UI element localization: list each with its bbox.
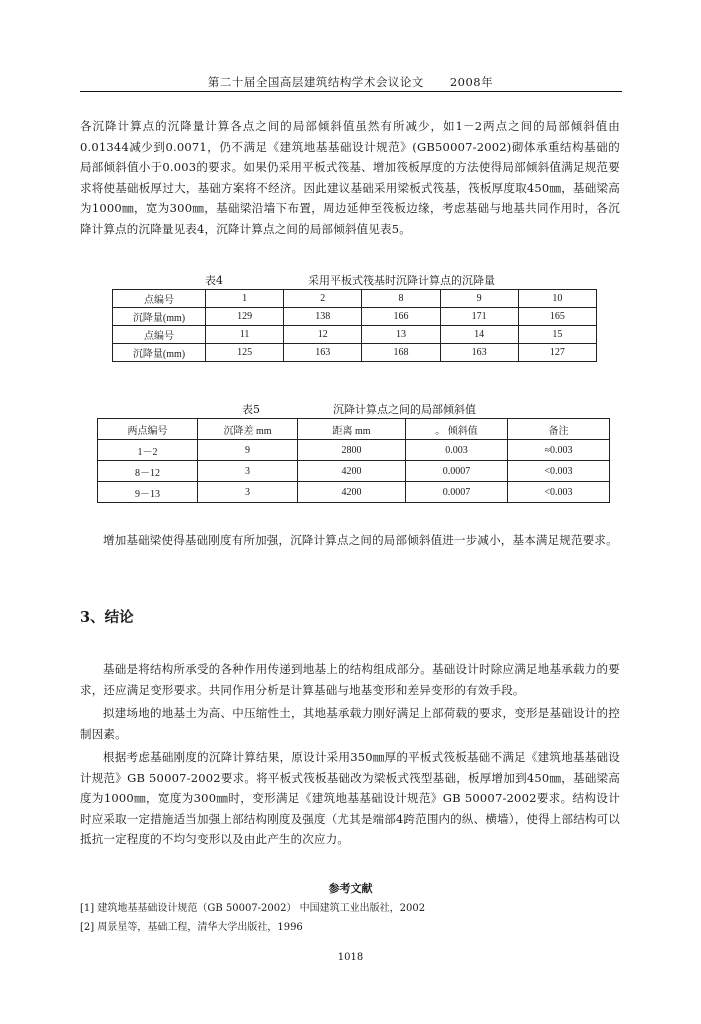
table-row <box>98 440 610 461</box>
table-cell: 2800 <box>298 440 406 461</box>
table-cell: <0.003 <box>508 482 610 503</box>
table-cell: 9 <box>198 440 298 461</box>
page-number: 1018 <box>337 952 364 963</box>
table-cell: 129 <box>206 308 284 326</box>
reference-item: [1] 建筑地基基础设计规范（GB 50007-2002） 中国建筑工业出版社，2002 <box>80 903 426 914</box>
table-row <box>98 461 610 482</box>
table-cell: 沉降量(mm) <box>113 308 206 326</box>
references-title: 参考文献 <box>328 882 373 895</box>
table-cell: 163 <box>440 344 518 362</box>
table-cell: 0.0007 <box>406 482 508 503</box>
table-cell: 1－2 <box>98 440 198 461</box>
conclusion-paragraph-1: 基础是将结构所承受的各种作用传递到地基上的结构组成部分。基础设计时除应满足地基承载力的要求，还应满足变形要求。共同作用分析是计算基础与地基变形和差异变形的有效手段。 <box>80 662 620 697</box>
table-cell: 点编号 <box>113 290 206 308</box>
intro-paragraph: 各沉降计算点的沉降量计算各点之间的局部倾斜值虽然有所减少，如1－2两点之间的局部倾斜值由0.01344减少到0.0071，仍不满足《建筑地基基础设计规范》(GB50007-2002)砌体承重结构基础的局部倾斜值小于0.003的要求。如果仍采用平板式筏基、增加筏板厚度的方法使得局部倾斜值满足规范要求将使基础板厚过大，基础方案将不经济。因此建议基础采用梁板式筏基，筏板厚度取450㎜，基础梁高为1000㎜，宽为300㎜，基础梁沿墙下布置，周边延伸至筏板边缘，考虑基础与地基共同作用时，各沉降计算点的沉降量见表4，沉降计算点之间的局部倾斜值见表5。 <box>80 119 620 236</box>
table4-label: 表4 <box>205 274 223 287</box>
table-cell: ≈0.003 <box>508 440 610 461</box>
table-cell: 10 <box>518 290 596 308</box>
header-rule <box>80 91 622 92</box>
table-cell: 13 <box>362 326 440 344</box>
table-header-cell: 备注 <box>508 419 610 440</box>
conclusion-paragraph-2: 拟建场地的地基土为高、中压缩性土，其地基承载力刚好满足上部荷载的要求，变形是基础设计的控制因素。 <box>80 706 620 741</box>
conclusion-paragraph-3: 根据考虑基础刚度的沉降计算结果，原设计采用350㎜厚的平板式筏板基础不满足《建筑地基基础设计规范》GB 50007-2002要求。将平板式筏板基础改为梁板式筏型基础，板厚增加到450㎜，基础梁高度为1000㎜，宽度为300㎜时，变形满足《建筑地基基础设计规范》GB 50007-2002要求。结构设计时应采取一定措施适当加强上部结构刚度及强度（尤其是端部4跨范围内的纵、横墙），使得上部结构可以抵抗一定程度的不均匀变形以及由此产生的次应力。 <box>80 750 620 846</box>
table5 <box>97 418 610 503</box>
table-cell: 125 <box>206 344 284 362</box>
table-cell: 3 <box>198 482 298 503</box>
table-row <box>113 290 597 308</box>
table-cell: 166 <box>362 308 440 326</box>
after-table-paragraph: 增加基础梁使得基础刚度有所加强，沉降计算点之间的局部倾斜值进一步减小，基本满足规范要求。 <box>103 533 618 547</box>
table-row <box>113 344 597 362</box>
table-cell: 0.0007 <box>406 461 508 482</box>
section-heading: 3、结论 <box>80 609 134 626</box>
table-cell: 点编号 <box>113 326 206 344</box>
table-cell: 15 <box>518 326 596 344</box>
table-cell: 138 <box>284 308 362 326</box>
table5-title: 沉降计算点之间的局部倾斜值 <box>333 403 476 416</box>
table-cell: 2 <box>284 290 362 308</box>
table4 <box>112 289 597 362</box>
table-cell: 9－13 <box>98 482 198 503</box>
table-cell: 8 <box>362 290 440 308</box>
table-cell: 127 <box>518 344 596 362</box>
table-cell: 168 <box>362 344 440 362</box>
table-header-cell: 两点编号 <box>98 419 198 440</box>
reference-item: [2] 周景星等，基础工程，清华大学出版社，1996 <box>80 922 303 933</box>
table-cell: 12 <box>284 326 362 344</box>
table5-label: 表5 <box>242 403 260 416</box>
table-cell: 9 <box>440 290 518 308</box>
conference-title: 第二十届全国高层建筑结构学术会议论文 <box>207 75 424 89</box>
table-header-cell: 。 倾斜值 <box>406 419 508 440</box>
table-cell: 171 <box>440 308 518 326</box>
table-cell: 0.003 <box>406 440 508 461</box>
table-cell: 沉降量(mm) <box>113 344 206 362</box>
table-cell: 14 <box>440 326 518 344</box>
table-cell: 3 <box>198 461 298 482</box>
table-cell: 163 <box>284 344 362 362</box>
table-cell: 8－12 <box>98 461 198 482</box>
table-cell: 11 <box>206 326 284 344</box>
table-header-cell: 距离 mm <box>298 419 406 440</box>
table-row <box>113 308 597 326</box>
table-cell: 4200 <box>298 482 406 503</box>
table-cell: 165 <box>518 308 596 326</box>
table4-title: 采用平板式筏基时沉降计算点的沉降量 <box>308 274 495 287</box>
table-cell: 4200 <box>298 461 406 482</box>
table-header-cell: 沉降差 mm <box>198 419 298 440</box>
table-header-row <box>98 419 610 440</box>
table-row <box>98 482 610 503</box>
table-cell: 1 <box>206 290 284 308</box>
table-cell: <0.003 <box>508 461 610 482</box>
running-header <box>0 74 701 90</box>
table-row <box>113 326 597 344</box>
header-year: 2008年 <box>449 75 494 89</box>
